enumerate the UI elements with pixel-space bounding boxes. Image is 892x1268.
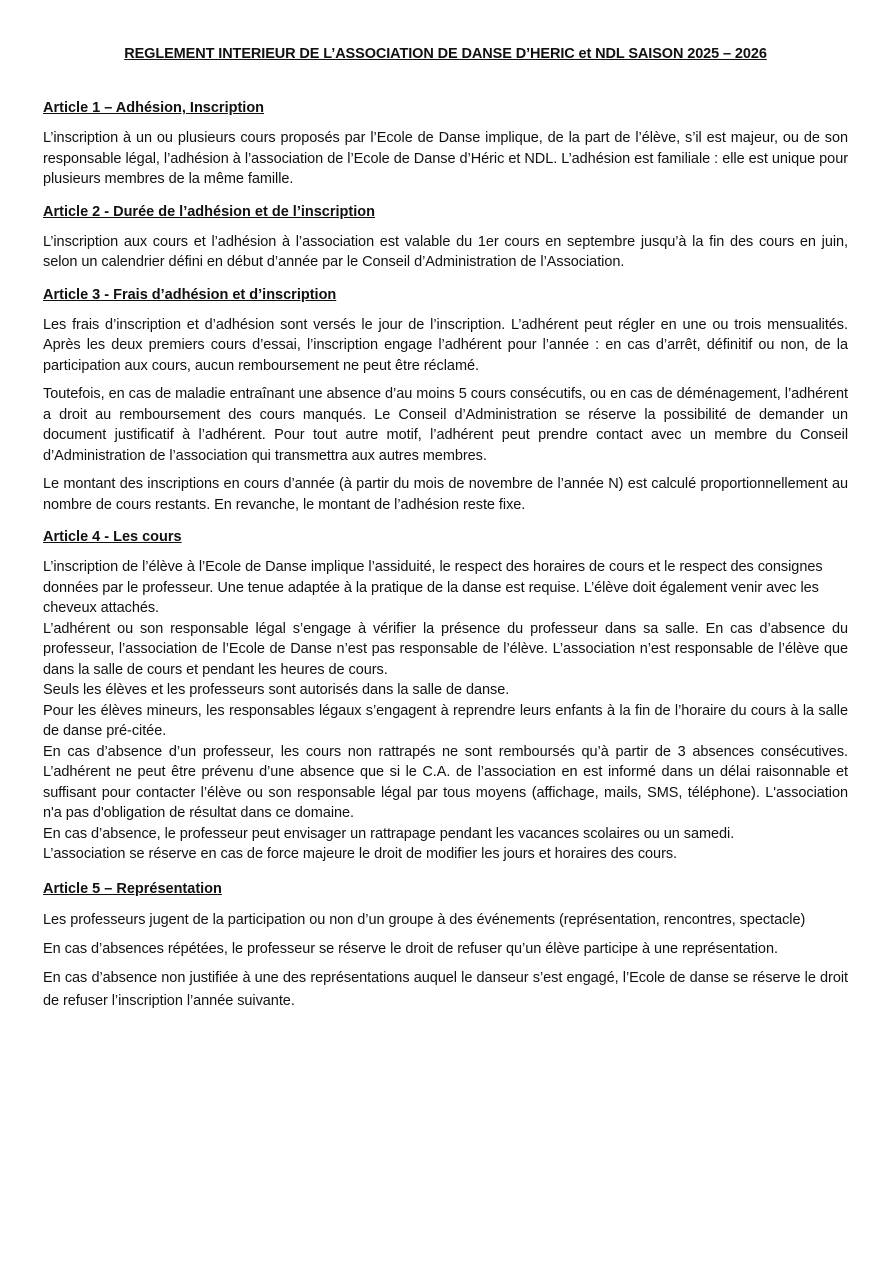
article-4-paragraph: L’inscription de l’élève à l’Ecole de Danse implique l’assiduité, le respect des horaires de cours et le respect des consignes données par le professeur. Une tenue adaptée à la pratique de la danse est requise. L’élève doit également venir avec les cheveux attachés. xyxy=(43,559,823,616)
article-5 xyxy=(43,879,848,1013)
article-1-heading: Article 1 – Adhésion, Inscription xyxy=(43,100,265,116)
article-3 xyxy=(43,285,848,516)
article-2-paragraph: L’inscription aux cours et l’adhésion à l’association est valable du 1er cours en septembre jusqu’à la fin des cours en juin, selon un calendrier défini en début d’année par le Conseil d’Administration de l’Association. xyxy=(43,233,848,270)
document-page xyxy=(43,44,848,1025)
document-title: REGLEMENT INTERIEUR DE L’ASSOCIATION DE DANSE D’HERIC et NDL SAISON 2025 – 2026 xyxy=(124,46,767,62)
article-4-paragraph: En cas d’absence, le professeur peut envisager un rattrapage pendant les vacances scolaires ou un samedi. xyxy=(43,825,735,842)
article-4-paragraph: L’association se réserve en cas de force majeure le droit de modifier les jours et horaires des cours. xyxy=(43,846,678,862)
article-5-paragraph: En cas d’absences répétées, le professeur se réserve le droit de refuser qu’un élève participe à une représentation. xyxy=(43,940,778,957)
article-3-paragraph: Les frais d’inscription et d’adhésion sont versés le jour de l’inscription. L’adhérent peut régler en une ou trois mensualités. Après les deux premiers cours d’essai, l’inscription engage l’adhérent pour l’année : en cas d’arrêt, définitif ou non, de la participation aux cours, aucun remboursement ne peut être réclamé. xyxy=(43,316,848,374)
article-4-heading: Article 4 - Les cours xyxy=(43,529,182,545)
article-1-paragraph: L’inscription à un ou plusieurs cours proposés par l’Ecole de Danse implique, de la part de l’élève, s’il est majeur, ou de son responsable légal, l’adhésion à l’association de l’Ecole de Danse d’Héric et NDL. L’adhésion est familiale : elle est unique pour plusieurs membres de la même famille. xyxy=(43,130,848,187)
article-4-paragraph: Pour les élèves mineurs, les responsables légaux s’engagent à reprendre leurs enfants à la fin de l’horaire du cours à la salle de danse pré-citée. xyxy=(43,702,848,739)
article-1 xyxy=(43,98,848,190)
article-3-paragraph: Le montant des inscriptions en cours d’année (à partir du mois de novembre de l’année N) est calculé proportionnellement au nombre de cours restants. En revanche, le montant de l’adhésion reste fixe. xyxy=(43,476,848,513)
article-4-paragraph: En cas d’absence d’un professeur, les cours non rattrapés ne sont remboursés qu’à partir de 3 absences consécutives. L’adhérent ne peut être prévenu d’une absence que si le C.A. de l’association en est informé dans un délai raisonnable et suffisant pour contacter l’élève ou son responsable légal par tous moyens (affichage, mails, SMS, téléphone). L'association n'a pas d'obligation de résultat dans ce domaine. xyxy=(43,743,848,821)
article-3-heading: Article 3 - Frais d’adhésion et d’inscription xyxy=(43,286,337,303)
article-2 xyxy=(43,202,848,273)
article-4 xyxy=(43,527,848,865)
article-5-paragraph: En cas d’absence non justifiée à une des représentations auquel le danseur s’est engagé, l’Ecole de danse se réserve le droit de refuser l’inscription l’année suivante. xyxy=(43,969,848,1009)
article-4-paragraph: Seuls les élèves et les professeurs sont autorisés dans la salle de danse. xyxy=(43,682,510,698)
article-3-paragraph: Toutefois, en cas de maladie entraînant une absence d’au moins 5 cours consécutifs, ou en cas de déménagement, l’adhérent a droit au remboursement des cours manqués. Le Conseil d’Administration se réserve la possibilité de demander un document justificatif à l’adhérent. Pour tout autre motif, l’adhérent peut prendre contact avec un membre du Conseil d’Administration de l’association qui transmettra aux autres membres. xyxy=(43,386,848,464)
article-5-paragraph: Les professeurs jugent de la participation ou non d’un groupe à des événements (représentation, rencontres, spectacle) xyxy=(43,911,806,928)
article-4-paragraph: L’adhérent ou son responsable légal s’engage à vérifier la présence du professeur dans sa salle. En cas d’absence du professeur, l’association de l’Ecole de Danse n’est pas responsable de l’élève. L’association n’est responsable de l’élève que dans la salle de cours et pendant les heures de cours. xyxy=(43,620,848,678)
article-2-heading: Article 2 - Durée de l’adhésion et de l’inscription xyxy=(43,203,375,220)
article-5-heading: Article 5 – Représentation xyxy=(43,880,222,897)
